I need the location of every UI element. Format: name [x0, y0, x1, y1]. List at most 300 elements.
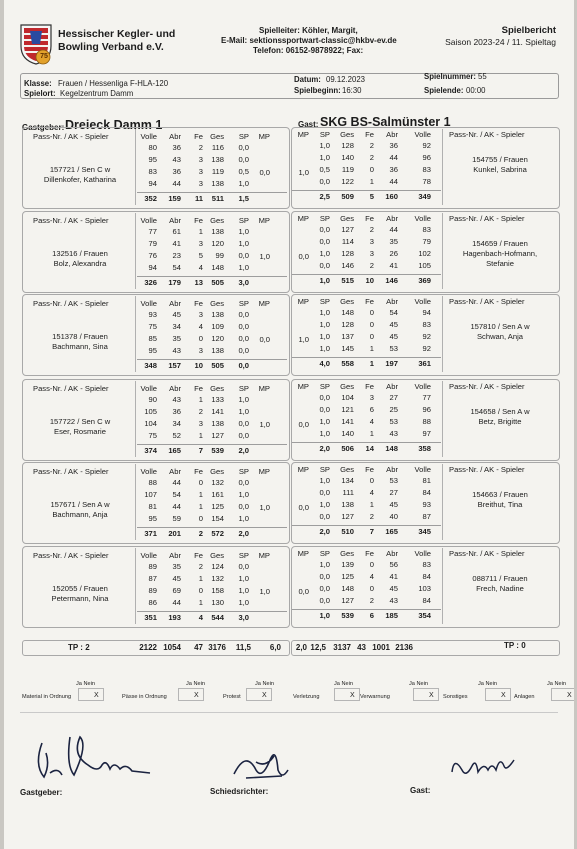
guest-player-pass: 154659 / Frauen	[472, 239, 528, 248]
home-score-cell: 132	[211, 478, 224, 487]
guest-score-cell: 88	[422, 417, 431, 426]
home-score-cell: 3	[198, 419, 203, 428]
guest-total-cell: 6	[369, 611, 374, 620]
home-total-rule	[137, 359, 287, 360]
guest-score-cell: 1,0	[319, 249, 330, 258]
home-col-header: Fe	[194, 384, 203, 393]
guest-total-cell: 349	[418, 192, 431, 201]
home-score-cell: 43	[172, 395, 181, 404]
guest-score-cell: 87	[422, 512, 431, 521]
guest-total-cell: 5	[369, 192, 374, 201]
home-mp-value: 1,0	[259, 420, 270, 429]
home-score-cell: 79	[148, 239, 157, 248]
guest-grand-total: 2136	[395, 643, 413, 652]
guest-col-header: Ges	[340, 130, 354, 139]
guest-total-cell: 354	[418, 611, 431, 620]
home-col-header: Volle	[140, 384, 157, 393]
guest-score-cell: 0	[369, 332, 374, 341]
guest-player-pass: 088711 / Frauen	[472, 574, 528, 583]
guest-mp-value: 1,0	[298, 335, 309, 344]
home-score-cell: 1,0	[238, 179, 249, 188]
home-col-header: Abr	[169, 384, 181, 393]
home-score-cell: 0	[198, 514, 203, 523]
guest-col-header: Fe	[365, 382, 374, 391]
guest-score-cell: 134	[341, 476, 354, 485]
datum-value: 09.12.2023	[326, 75, 366, 84]
home-score-cell: 0	[198, 478, 203, 487]
guest-score-cell: 0,0	[319, 393, 330, 402]
home-score-cell: 1	[198, 227, 203, 236]
spielbeginn-label: Spielbeginn:	[294, 86, 341, 95]
home-score-cell: 59	[172, 514, 181, 523]
home-mp-value: 1,0	[259, 503, 270, 512]
guest-player-pass: 154663 / Frauen	[472, 490, 528, 499]
klasse-label: Klasse:	[24, 79, 52, 88]
datum-label: Datum:	[294, 75, 321, 84]
home-col-header: Ges	[210, 299, 224, 308]
home-col-header: SP	[238, 299, 249, 308]
home-score-cell: 89	[148, 562, 157, 571]
home-pass-header: Pass-Nr. / AK - Spieler	[33, 299, 109, 308]
home-col-header: Ges	[210, 132, 224, 141]
guest-score-cell: 0,0	[319, 225, 330, 234]
home-player-pass: 152055 / Frauen	[52, 584, 108, 593]
home-total-cell: 159	[168, 194, 181, 203]
guest-score-cell: 45	[389, 500, 398, 509]
home-score-cell: 77	[148, 227, 157, 236]
guest-col-header: Abr	[386, 297, 398, 306]
home-score-cell: 1,0	[238, 598, 249, 607]
guest-score-cell: 104	[341, 393, 354, 402]
guest-score-cell: 0,0	[319, 237, 330, 246]
ja-nein-header: Ja Nein	[186, 681, 205, 687]
home-pass-header: Pass-Nr. / AK - Spieler	[33, 384, 109, 393]
guest-score-cell: 43	[389, 429, 398, 438]
guest-score-cell: 145	[341, 344, 354, 353]
home-col-header: Abr	[169, 551, 181, 560]
home-score-cell: 3	[198, 239, 203, 248]
guest-score-cell: 1,0	[319, 320, 330, 329]
guest-score-cell: 45	[389, 584, 398, 593]
home-tp: TP : 2	[68, 643, 90, 652]
guest-grand-total: 12,5	[310, 643, 326, 652]
guest-total-cell: 358	[418, 444, 431, 453]
home-grand-total: 6,0	[269, 643, 281, 652]
guest-total-cell: 1	[369, 359, 374, 368]
checklist-box[interactable]	[178, 688, 204, 701]
home-mp-value: 0,0	[259, 168, 270, 177]
home-score-cell: 45	[172, 574, 181, 583]
home-score-cell: 44	[172, 502, 181, 511]
guest-score-cell: 0	[369, 476, 374, 485]
guest-score-cell: 53	[389, 417, 398, 426]
home-score-cell: 127	[211, 431, 224, 440]
guest-total-cell: 10	[365, 276, 374, 285]
guest-score-cell: 84	[422, 488, 431, 497]
home-score-cell: 75	[148, 322, 157, 331]
guest-col-header: Ges	[340, 382, 354, 391]
guest-score-cell: 139	[341, 560, 354, 569]
home-score-cell: 45	[172, 310, 181, 319]
guest-total-cell: 539	[341, 611, 354, 620]
guest-total-cell: 361	[418, 359, 431, 368]
home-col-header: Volle	[140, 132, 157, 141]
home-grand-total: 2122	[139, 643, 157, 652]
home-score-cell: 138	[211, 310, 224, 319]
home-col-header: Abr	[169, 299, 181, 308]
guest-player-name: Hagenbach-Hofmann, Stefanie	[462, 249, 538, 268]
guest-col-header: SP	[319, 297, 330, 306]
checklist-box[interactable]	[413, 688, 439, 701]
guest-score-cell: 141	[341, 417, 354, 426]
home-col-header: Ges	[210, 384, 224, 393]
home-pass-header: Pass-Nr. / AK - Spieler	[33, 467, 109, 476]
guest-total-cell: 2,0	[319, 444, 330, 453]
home-total-cell: 348	[144, 361, 157, 370]
guest-total-rule	[292, 190, 441, 191]
home-score-cell: 104	[144, 419, 157, 428]
home-score-cell: 43	[172, 346, 181, 355]
guest-total-cell: 165	[385, 527, 398, 536]
home-signature	[28, 725, 168, 785]
home-score-cell: 138	[211, 227, 224, 236]
guest-score-cell: 84	[422, 572, 431, 581]
guest-score-cell: 43	[389, 596, 398, 605]
guest-score-cell: 2	[369, 153, 374, 162]
guest-score-cell: 1,0	[319, 476, 330, 485]
contact-line-3: Telefon: 06152-9878922; Fax:	[253, 46, 364, 55]
ja-nein-header: Ja Nein	[478, 681, 497, 687]
guest-grand-total: 2,0	[295, 643, 307, 652]
guest-score-cell: 81	[422, 476, 431, 485]
home-score-cell: 1,0	[238, 514, 249, 523]
home-col-header: Fe	[194, 216, 203, 225]
guest-score-cell: 93	[422, 500, 431, 509]
guest-total-cell: 2,0	[319, 527, 330, 536]
home-col-header: Fe	[194, 299, 203, 308]
guest-score-cell: 96	[422, 153, 431, 162]
guest-total-cell: 509	[341, 192, 354, 201]
guest-score-cell: 92	[422, 141, 431, 150]
guest-score-cell: 4	[369, 417, 374, 426]
guest-score-cell: 36	[389, 165, 398, 174]
contact-line-1: Spielleiter: Köhler, Margit,	[259, 26, 358, 35]
guest-score-cell: 127	[341, 225, 354, 234]
home-score-cell: 138	[211, 155, 224, 164]
checklist-label: Protest	[223, 694, 241, 700]
home-divider	[135, 464, 136, 540]
home-score-cell: 1	[198, 574, 203, 583]
guest-score-cell: 127	[341, 512, 354, 521]
guest-divider	[442, 296, 443, 372]
guest-score-cell: 140	[341, 153, 354, 162]
guest-score-cell: 83	[422, 320, 431, 329]
guest-col-header: Volle	[414, 130, 431, 139]
guest-score-cell: 128	[341, 320, 354, 329]
guest-score-cell: 146	[341, 261, 354, 270]
guest-score-cell: 83	[422, 225, 431, 234]
guest-total-cell: 506	[341, 444, 354, 453]
guest-score-cell: 119	[341, 165, 354, 174]
guest-total-cell: 510	[341, 527, 354, 536]
guest-divider	[442, 129, 443, 205]
guest-col-header: Volle	[414, 549, 431, 558]
home-total-cell: 1,5	[238, 194, 249, 203]
home-score-cell: 43	[172, 155, 181, 164]
guest-score-cell: 105	[418, 261, 431, 270]
home-score-cell: 3	[198, 346, 203, 355]
home-divider	[135, 213, 136, 289]
home-score-cell: 44	[172, 598, 181, 607]
guest-player-pass: 154658 / Sen A w	[470, 407, 530, 416]
home-col-header: Ges	[210, 467, 224, 476]
home-total-cell: 326	[144, 278, 157, 287]
guest-player-name: Kunkel, Sabrina	[473, 165, 527, 174]
home-score-cell: 35	[172, 334, 181, 343]
home-score-cell: 0,0	[238, 155, 249, 164]
guest-mp-value: 0,0	[298, 420, 309, 429]
home-col-header: Volle	[140, 467, 157, 476]
home-score-cell: 119	[211, 167, 224, 176]
guest-score-cell: 1,0	[319, 429, 330, 438]
home-score-cell: 130	[211, 598, 224, 607]
guest-divider	[442, 381, 443, 457]
spielnummer-value: 55	[478, 72, 487, 81]
home-score-cell: 1,0	[238, 574, 249, 583]
home-score-cell: 2	[198, 143, 203, 152]
home-col-header: SP	[238, 467, 249, 476]
home-score-cell: 2	[198, 407, 203, 416]
home-score-cell: 83	[148, 167, 157, 176]
home-score-cell: 0,0	[238, 478, 249, 487]
home-score-cell: 105	[144, 407, 157, 416]
home-pass-header: Pass-Nr. / AK - Spieler	[33, 216, 109, 225]
home-score-cell: 54	[172, 263, 181, 272]
checklist-box[interactable]	[485, 688, 511, 701]
home-score-cell: 81	[148, 502, 157, 511]
home-col-header: MP	[258, 132, 270, 141]
home-total-cell: 572	[211, 529, 224, 538]
checklist-label: Material in Ordnung	[22, 694, 72, 700]
home-total-rule	[137, 192, 287, 193]
home-score-cell: 109	[211, 322, 224, 331]
home-player-name: Bachmann, Anja	[52, 510, 108, 519]
home-score-cell: 1	[198, 598, 203, 607]
guest-total-cell: 558	[341, 359, 354, 368]
home-team-name: Dreieck Damm 1	[65, 118, 163, 132]
guest-player-pass: 154755 / Frauen	[472, 155, 528, 164]
guest-score-cell: 0,0	[319, 405, 330, 414]
guest-total-cell: 1,0	[319, 611, 330, 620]
home-grand-total: 3176	[208, 643, 226, 652]
ja-nein-header: Ja Nein	[76, 681, 95, 687]
home-score-cell: 0,0	[238, 431, 249, 440]
guest-score-cell: 45	[389, 332, 398, 341]
home-player-pass: 157671 / Sen A w	[50, 500, 110, 509]
home-score-cell: 138	[211, 179, 224, 188]
guest-total-rule	[292, 357, 441, 358]
home-col-header: Abr	[169, 132, 181, 141]
home-score-cell: 95	[148, 155, 157, 164]
guest-score-cell: 0	[369, 560, 374, 569]
guest-score-cell: 1,0	[319, 153, 330, 162]
guest-score-cell: 128	[341, 249, 354, 258]
guest-signature-label: Gast:	[410, 786, 431, 795]
home-score-cell: 87	[148, 574, 157, 583]
guest-score-cell: 0,0	[319, 584, 330, 593]
guest-score-cell: 92	[422, 344, 431, 353]
guest-total-cell: 1,0	[319, 276, 330, 285]
guest-score-cell: 79	[422, 237, 431, 246]
home-total-cell: 157	[168, 361, 181, 370]
home-score-cell: 0	[198, 334, 203, 343]
guest-col-header: Abr	[386, 549, 398, 558]
guest-team-name: SKG BS-Salmünster 1	[320, 115, 451, 129]
home-score-cell: 80	[148, 143, 157, 152]
home-score-cell: 76	[148, 251, 157, 260]
home-mp-value: 0,0	[259, 335, 270, 344]
checklist-box[interactable]	[246, 688, 272, 701]
guest-col-header: Fe	[365, 297, 374, 306]
home-score-cell: 120	[211, 334, 224, 343]
home-score-cell: 138	[211, 346, 224, 355]
spielort-label: Spielort:	[24, 89, 56, 98]
home-score-cell: 94	[148, 179, 157, 188]
guest-score-cell: 0,0	[319, 488, 330, 497]
guest-score-cell: 102	[418, 249, 431, 258]
guest-score-cell: 27	[389, 488, 398, 497]
checklist-box[interactable]	[78, 688, 104, 701]
home-total-cell: 11	[194, 194, 203, 203]
home-score-cell: 35	[172, 562, 181, 571]
home-total-cell: 351	[144, 613, 157, 622]
guest-col-header: SP	[319, 214, 330, 223]
guest-total-rule	[292, 274, 441, 275]
home-score-cell: 1,0	[238, 407, 249, 416]
home-score-cell: 95	[148, 514, 157, 523]
guest-player-name: Schwan, Anja	[476, 332, 523, 341]
home-score-cell: 0,5	[238, 167, 249, 176]
guest-score-cell: 1	[369, 429, 374, 438]
home-col-header: MP	[258, 299, 270, 308]
guest-score-cell: 3	[369, 237, 374, 246]
home-col-header: Volle	[140, 551, 157, 560]
guest-score-cell: 0,0	[319, 177, 330, 186]
guest-col-header: Abr	[386, 465, 398, 474]
home-divider	[135, 296, 136, 372]
home-score-cell: 1,0	[238, 263, 249, 272]
home-score-cell: 3	[198, 155, 203, 164]
guest-score-cell: 1	[369, 177, 374, 186]
home-score-cell: 0,0	[238, 502, 249, 511]
guest-score-cell: 3	[369, 249, 374, 258]
home-total-cell: 165	[168, 446, 181, 455]
ja-nein-header: Ja Nein	[255, 681, 274, 687]
home-col-header: Volle	[140, 299, 157, 308]
guest-player-pass: 157810 / Sen A w	[470, 322, 530, 331]
checklist-mark: X	[194, 692, 199, 699]
home-score-cell: 36	[172, 407, 181, 416]
home-mp-value: 1,0	[259, 252, 270, 261]
home-total-cell: 7	[198, 446, 203, 455]
checklist-mark: X	[94, 692, 99, 699]
home-score-cell: 5	[198, 251, 203, 260]
guest-total-cell: 197	[385, 359, 398, 368]
home-score-cell: 0	[198, 586, 203, 595]
home-score-cell: 125	[211, 502, 224, 511]
guest-score-cell: 41	[389, 261, 398, 270]
guest-pass-header: Pass-Nr. / AK - Spieler	[449, 130, 525, 139]
guest-score-cell: 26	[389, 249, 398, 258]
home-score-cell: 3	[198, 310, 203, 319]
guest-col-header: MP	[297, 297, 309, 306]
home-col-header: Fe	[194, 551, 203, 560]
checklist-label: Verwarnung	[360, 694, 390, 700]
home-score-cell: 52	[172, 431, 181, 440]
guest-col-header: MP	[297, 465, 309, 474]
association-name-line1: Hessischer Kegler- und	[58, 28, 176, 40]
guest-signature	[444, 748, 524, 784]
home-score-cell: 85	[148, 334, 157, 343]
home-score-cell: 3	[198, 179, 203, 188]
home-score-cell: 0,0	[238, 334, 249, 343]
guest-total-rule	[292, 525, 441, 526]
guest-score-cell: 121	[341, 405, 354, 414]
guest-score-cell: 1	[369, 344, 374, 353]
guest-score-cell: 1,0	[319, 308, 330, 317]
spielnummer-label: Spielnummer:	[424, 72, 476, 81]
guest-score-cell: 44	[389, 153, 398, 162]
guest-score-cell: 3	[369, 393, 374, 402]
guest-total-rule	[292, 609, 441, 610]
spielende-value: 00:00	[466, 86, 486, 95]
home-pass-header: Pass-Nr. / AK - Spieler	[33, 132, 109, 141]
guest-score-cell: 1	[369, 500, 374, 509]
guest-total-cell: 146	[385, 276, 398, 285]
home-col-header: Fe	[194, 467, 203, 476]
home-total-cell: 505	[211, 278, 224, 287]
report-title: Spielbericht	[501, 25, 556, 36]
guest-col-header: Fe	[365, 549, 374, 558]
guest-total-cell: 148	[385, 444, 398, 453]
guest-col-header: Fe	[365, 214, 374, 223]
association-name-line2: Bowling Verband e.V.	[58, 41, 164, 53]
guest-col-header: SP	[319, 130, 330, 139]
home-score-cell: 41	[172, 239, 181, 248]
checklist-box[interactable]	[334, 688, 360, 701]
guest-score-cell: 53	[389, 344, 398, 353]
home-total-rule	[137, 444, 287, 445]
home-score-cell: 158	[211, 586, 224, 595]
checklist-label: Verletzung	[293, 694, 320, 700]
guest-pass-header: Pass-Nr. / AK - Spieler	[449, 465, 525, 474]
ja-nein-header: Ja Nein	[409, 681, 428, 687]
guest-score-cell: 6	[369, 405, 374, 414]
guest-score-cell: 1,0	[319, 344, 330, 353]
guest-score-cell: 83	[422, 560, 431, 569]
guest-team-label: Gast:	[298, 120, 319, 129]
home-col-header: SP	[238, 216, 249, 225]
home-score-cell: 107	[144, 490, 157, 499]
guest-score-cell: 44	[389, 225, 398, 234]
home-score-cell: 89	[148, 586, 157, 595]
home-col-header: SP	[238, 384, 249, 393]
home-score-cell: 1	[198, 502, 203, 511]
home-score-cell: 36	[172, 167, 181, 176]
klasse-value: Frauen / Hessenliga F-HLA-120	[58, 79, 169, 88]
home-col-header: MP	[258, 551, 270, 560]
home-total-cell: 539	[211, 446, 224, 455]
